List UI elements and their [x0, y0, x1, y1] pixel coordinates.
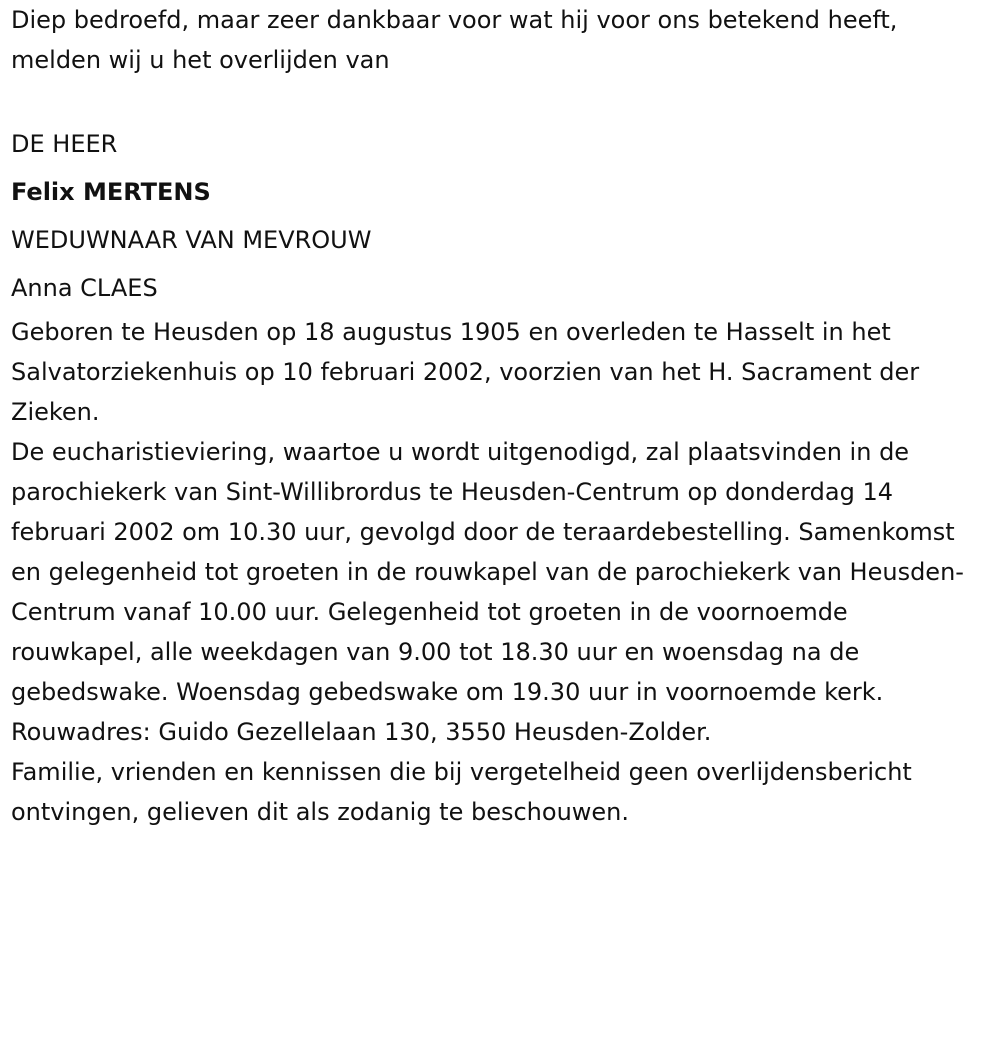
- birth-death-text: Geboren te Heusden op 18 augustus 1905 en overleden te Hasselt in het Salvatorziekenhuis op 10 februari 2002, voorzien van het H. Sacrament der Zieken.: [11, 318, 920, 426]
- address-text: Rouwadres: Guido Gezellelaan 130, 3550 Heusden-Zolder.: [11, 718, 712, 746]
- deceased-name: Felix MERTENS: [11, 178, 211, 206]
- spouse-name: Anna CLAES: [11, 274, 158, 302]
- closing-text: Familie, vrienden en kennissen die bij vergetelheid geen overlijdensbericht ontvingen, gelieven dit als zodanig te beschouwen.: [11, 758, 912, 826]
- death-notice: [11, 0, 986, 832]
- ceremony-text: De eucharistieviering, waartoe u wordt uitgenodigd, zal plaatsvinden in de parochiekerk van Sint-Willibrordus te Heusden-Centrum op donderdag 14 februari 2002 om 10.30 uur, gevolgd door de teraardebestelling. Samenkomst en gelegenheid tot groeten in de rouwkapel van de parochiekerk van Heusden-Centrum vanaf 10.00 uur. Gelegenheid tot groeten in de voornoemde rouwkapel, alle weekdagen van 9.00 tot 18.30 uur en woensdag na de gebedswake. Woensdag gebedswake om 19.30 uur in voornoemde kerk.: [11, 438, 964, 706]
- relation-label: WEDUWNAAR VAN MEVROUW: [11, 226, 372, 254]
- honorific: DE HEER: [11, 130, 118, 158]
- name-block: [11, 120, 986, 312]
- intro-text: Diep bedroefd, maar zeer dankbaar voor wat hij voor ons betekend heeft, melden wij u het overlijden van: [11, 6, 898, 74]
